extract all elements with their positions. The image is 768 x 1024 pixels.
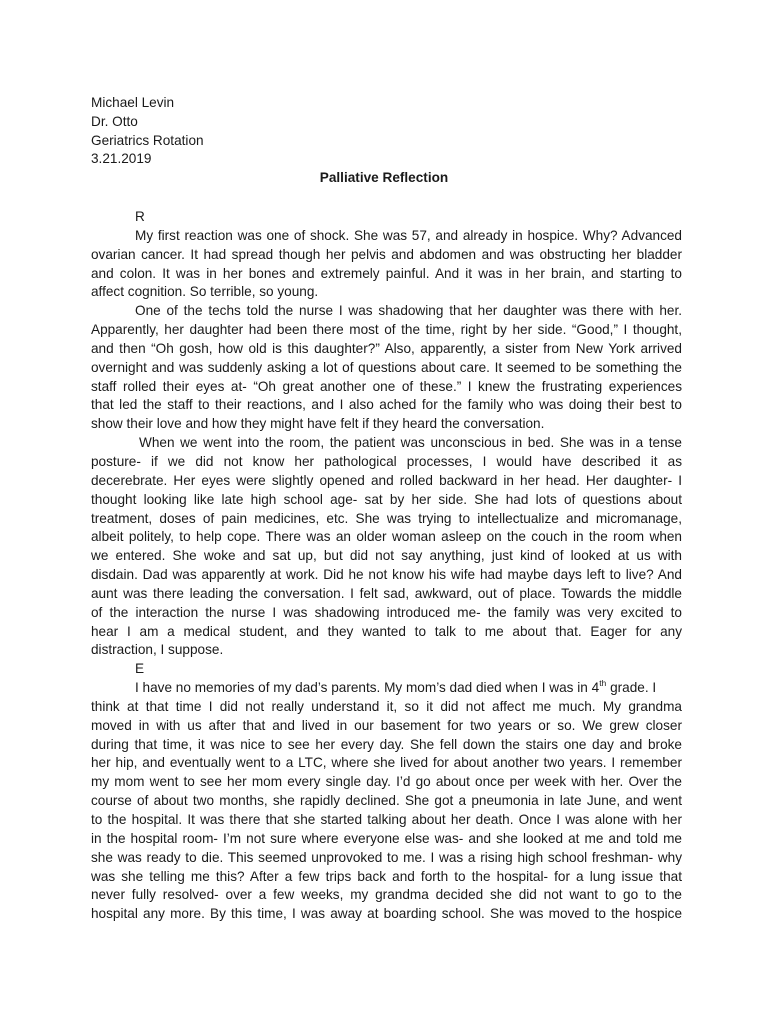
paragraph-line: treatment, doses of pain medicines, etc. She was trying to intellectualize and micromanage, [91, 510, 682, 526]
paragraph-line: aunt was there leading the conversation. I felt sad, awkward, out of place. Towards the middle [91, 585, 682, 601]
course-name: Geriatrics Rotation [91, 132, 204, 148]
paragraph-line-text: I have no memories of my dad’s parents. My mom’s dad died when I was in 4 [135, 680, 600, 696]
header-block [91, 94, 204, 169]
paragraph-line: disdain. Dad was apparently at work. Did he not know his wife had maybe days left to live? And [91, 567, 682, 583]
paragraph-line: of the interaction the nurse I was shadowing introduced me- the family was very excited to [91, 604, 682, 620]
paragraph-line: to the hospital. It was there that she started talking about her death. Once I was alone with her [91, 812, 682, 827]
paragraph-line: never fully resolved- over a few weeks, my grandma decided she did not want to go to the [91, 887, 682, 903]
paragraph-line: distraction, I suppose. [91, 642, 224, 658]
paragraph-line: hear I am a medical student, and they wanted to talk to me about that. Eager for any [91, 623, 682, 639]
paragraph-line: course of about two months, she rapidly declined. She got a pneumonia in late June, and went [91, 793, 682, 809]
paragraph-line: thought looking like late high school age- sat by her side. She had lots of questions about [91, 491, 682, 507]
paragraph-line: My first reaction was one of shock. She was 57, and already in hospice. Why? Advanced [135, 227, 682, 243]
paragraph-line: my mom went to see her mom every single day. I’d go about once per week with her. Over the [91, 774, 682, 790]
paragraph-line: in the hospital room- I’m not sure where everyone else was- and she looked at me and told me [91, 830, 682, 846]
section-marker-r: R [135, 209, 145, 224]
author-name: Michael Levin [91, 95, 175, 110]
paragraph-line: When we went into the room, the patient was unconscious in bed. She was in a tense [139, 435, 682, 451]
paragraph-line: ovarian cancer. It had spread though her pelvis and abdomen and was obstructing her bladder [91, 246, 682, 262]
paragraph-line: her hip, and eventually went to a LTC, where she lived for about another two years. I remember [91, 755, 682, 771]
paragraph-line-text: grade. I [610, 680, 657, 696]
paragraph-line: hospital any more. By this time, I was away at boarding school. She was moved to the hospice [91, 906, 682, 922]
paragraph-line: we entered. She woke and sat up, but did not say anything, just kind of looked at us with [91, 548, 682, 564]
paragraph-line: that led the staff to their reactions, and I also ached for the family who was doing their best to [91, 397, 682, 413]
paragraph-line: decerebrate. Her eyes were slightly opened and rolled backward in her head. Her daughter- I [91, 472, 682, 488]
paragraph-line: affect cognition. So terrible, so young. [91, 284, 319, 300]
document-date: 3.21.2019 [91, 151, 152, 167]
ordinal-superscript: th [599, 677, 607, 688]
paragraph-line: staff rolled their eyes at- “Oh great another one of these.” I knew the frustrating experiences [91, 378, 682, 394]
paragraph-line: albeit politely, to help cope. There was an older woman asleep on the couch in the room when [91, 529, 682, 545]
paragraph-line: moved in with us after that and lived in our basement for two years or so. We grew closer [91, 717, 682, 733]
paragraph-line [91, 679, 682, 698]
paragraph-line: posture- if we did not know her pathological processes, I would have described it as [91, 453, 682, 469]
paragraph-line: and then “Oh gosh, how old is this daughter?” Also, apparently, a sister from New York arrived [91, 340, 682, 356]
paragraph-line: she was ready to die. This seemed unprovoked to me. I was a rising high school freshman- why [91, 849, 682, 865]
paragraph-line: overnight and was suddenly asking a lot of questions about care. It seemed to be something the [91, 359, 682, 375]
paragraph-line: during that time, it was nice to see her every day. She fell down the stairs one day and broke [91, 736, 682, 752]
document-title: Palliative Reflection [319, 170, 449, 185]
section-marker-e: E [135, 661, 145, 677]
paragraph-line: was she telling me this? After a few trips back and forth to the hospital- for a lung issue that [91, 868, 682, 884]
document-body [91, 208, 682, 924]
paragraph-line: Apparently, her daughter had been there most of the time, right by her side. “Good,” I thought, [91, 322, 682, 338]
paragraph-line: and colon. It was in her bones and extremely painful. And it was in her brain, and starting to [91, 265, 682, 281]
instructor-name: Dr. Otto [91, 113, 138, 129]
paragraph-line: show their love and how they might have felt if they heard the conversation. [91, 416, 545, 432]
paragraph-line: think at that time I did not really understand it, so it did not affect me much. My grandma [91, 698, 682, 714]
paragraph-line: One of the techs told the nurse I was shadowing that her daughter was there with her. [135, 303, 682, 319]
